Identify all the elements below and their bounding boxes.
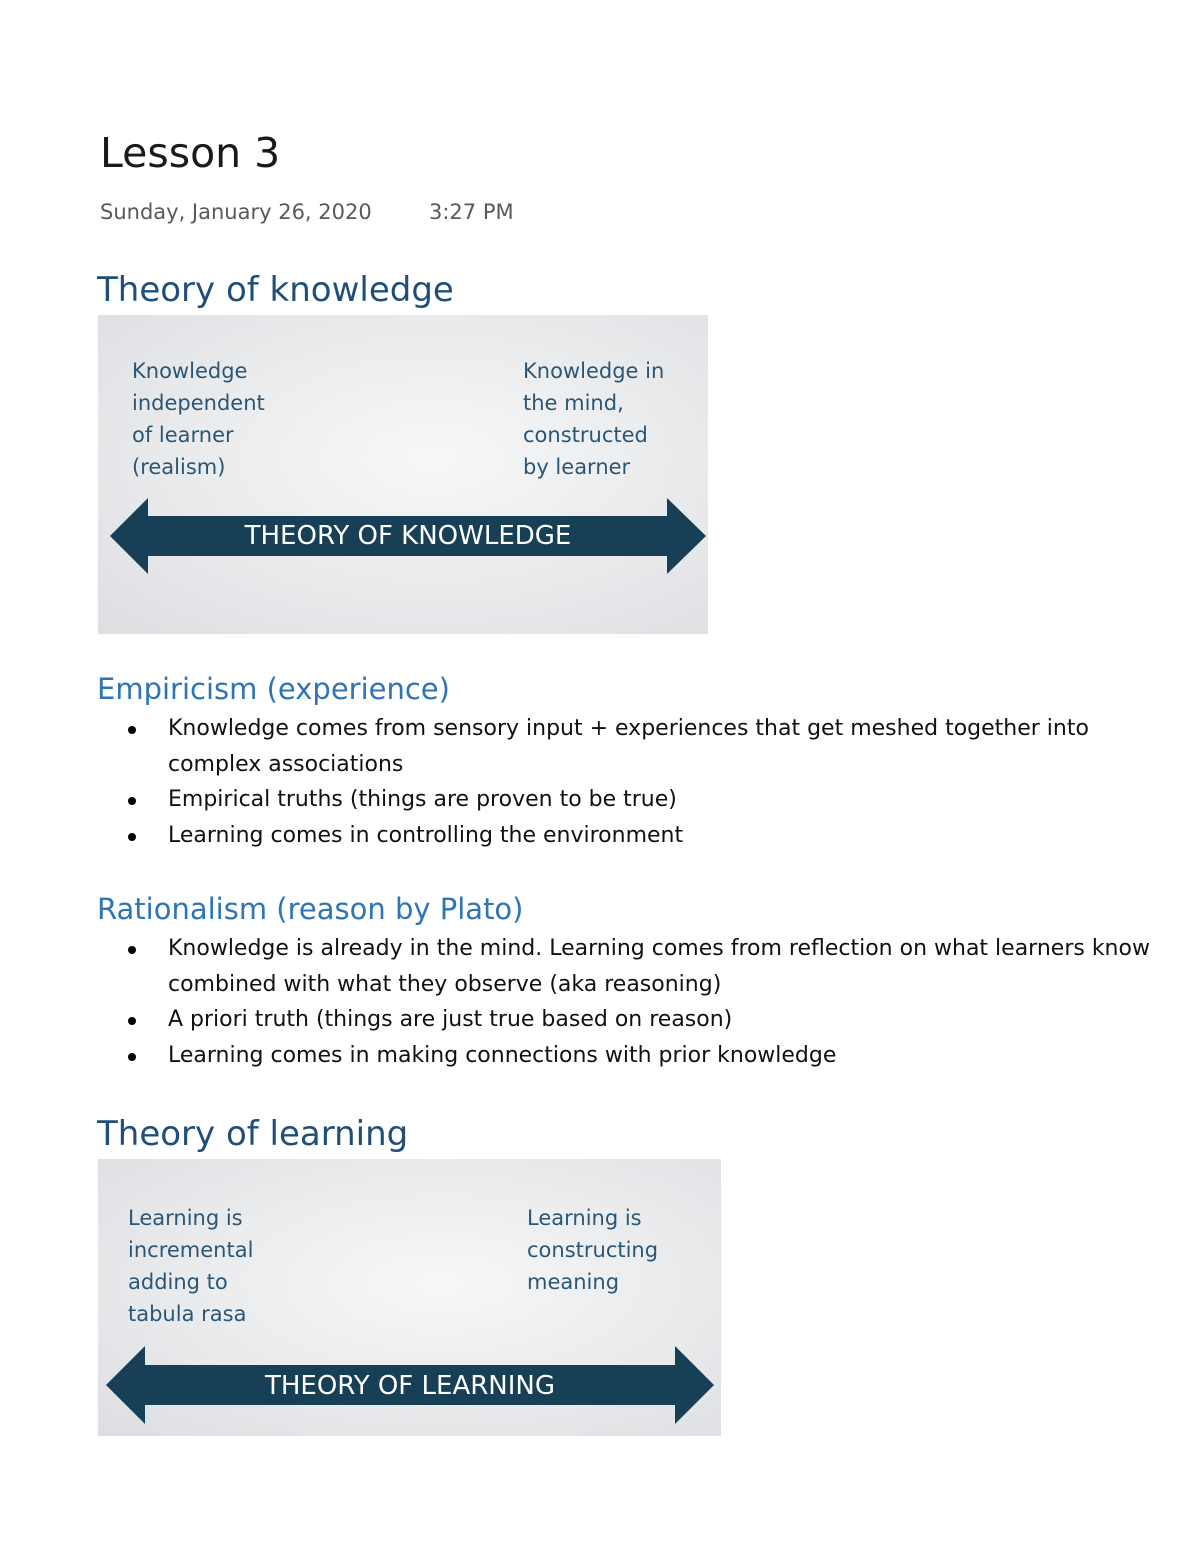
section-heading-theory-of-learning: Theory of learning [97,1114,409,1154]
section-heading-empiricism: Empiricism (experience) [97,672,450,706]
list-item: Knowledge comes from sensory input + experiences that get meshed together into [0,711,1089,747]
page-time: 3:27 PM [429,200,514,224]
list-item: Knowledge is already in the mind. Learning comes from reflection on what learners know [0,931,1150,967]
double-arrow-icon [98,315,708,634]
list-item: Learning comes in making connections with prior knowledge [0,1038,1150,1074]
diagram-left-text: Knowledge independent of learner (realism) [132,359,265,479]
arrow-label: THEORY OF LEARNING [264,1371,556,1401]
list-item-continuation: complex associations [168,751,404,777]
page-title: Lesson 3 [100,129,281,177]
diagram-left-text: Learning is incremental adding to tabula rasa [128,1206,254,1326]
arrow-label: THEORY OF KNOWLEDGE [244,521,572,551]
list-item: Empirical truths (things are proven to be true) [0,782,1089,818]
diagram-right-text: Learning is constructing meaning [527,1206,659,1294]
rationalism-list [0,931,1150,1073]
list-item: A priori truth (things are just true based on reason) [0,1002,1150,1038]
theory-of-learning-diagram [98,1159,721,1436]
theory-of-knowledge-diagram [98,315,708,634]
section-heading-theory-of-knowledge: Theory of knowledge [97,270,454,310]
list-item-continuation: combined with what they observe (aka reasoning) [168,971,722,997]
page-date: Sunday, January 26, 2020 [100,200,372,224]
diagram-right-text: Knowledge in the mind, constructed by learner [523,359,665,479]
empiricism-list [0,711,1089,853]
list-item: Learning comes in controlling the environment [0,818,1089,854]
section-heading-rationalism: Rationalism (reason by Plato) [97,892,524,926]
